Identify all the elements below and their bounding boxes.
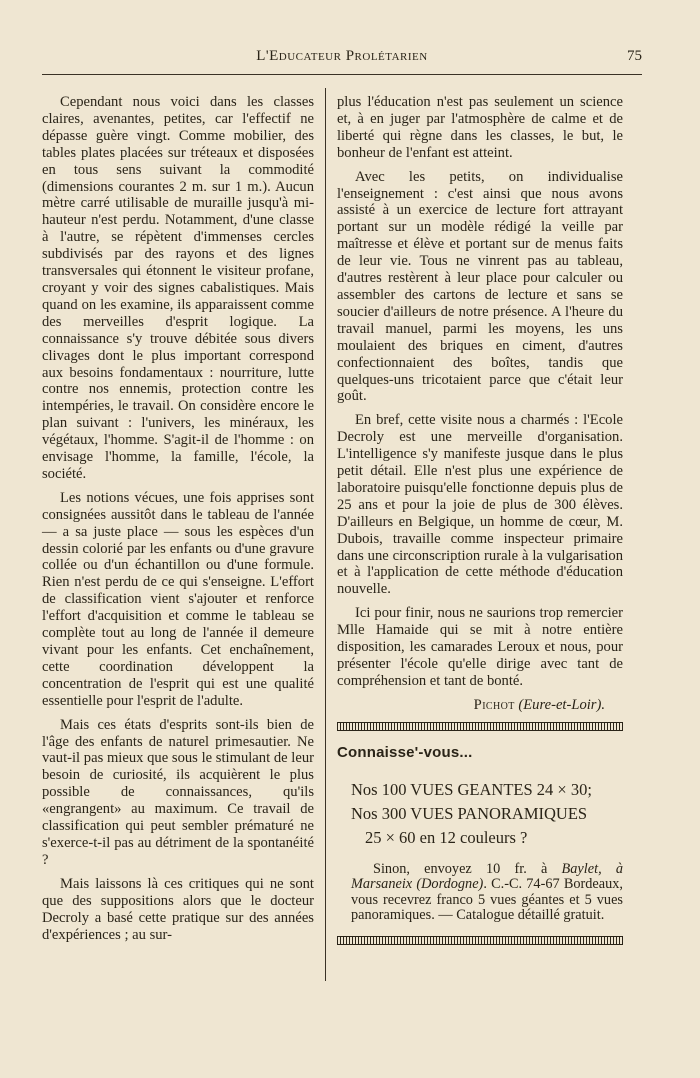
- advert-address: Baylet, à Marsaneix (Dordogne): [351, 860, 623, 893]
- journal-title: L'Educateur Prolétarien: [256, 48, 428, 64]
- advert-body: [337, 862, 623, 924]
- paragraph: Ici pour finir, nous ne saurions trop remercier Mlle Hamaide qui se mit à notre entière disposition, les camarades Leroux et nous, pour présenter l'école qu'elle dirige avec tant de compréhension et tant de bonté.: [337, 605, 623, 689]
- decorative-rule: [337, 936, 623, 945]
- author-place: (Eure-et-Loir).: [518, 696, 605, 713]
- signature: [337, 697, 623, 714]
- paragraph: Mais laissons là ces critiques qui ne sont que des suppositions alors que le docteur Decroly a basé cette pratique sur des années d'expériences ; au sur-: [42, 875, 314, 943]
- offer-line: 25 × 60 en 12 couleurs ?: [365, 827, 528, 847]
- paragraph: Mais ces états d'esprits sont-ils bien de l'âge des enfants de naturel primesautier. Ne vaut-il pas mieux que sous le stimulant de leur besoin de curiosité, ils acquièrent le plus possible de connaissances, qu'ils «engrangent» au maximum. Ce travail de classification qui peut sembler prématuré ne s'exerce-t-il pas au détriment de la spontanéité ?: [42, 716, 314, 868]
- offer-line: Nos 300 VUES PANORAMIQUES: [351, 803, 588, 823]
- offer-line: Nos 100 VUES GEANTES 24 × 30;: [351, 779, 592, 799]
- advert-offer: [337, 778, 623, 850]
- header-rule: [42, 74, 642, 75]
- decorative-rule: [337, 722, 623, 731]
- page-number: 75: [627, 48, 642, 64]
- running-header: [42, 48, 642, 70]
- right-column: [337, 94, 623, 945]
- left-column: [42, 94, 314, 943]
- paragraph: plus l'éducation n'est pas seulement un science et, à en juger par l'atmosphère de calme et de liberté qui règne dans les classes, le but, le bonheur de l'enfant est atteint.: [337, 94, 623, 161]
- paragraph: Les notions vécues, une fois apprises sont consignées aussitôt dans le tableau de l'année — a sa juste place — sous les espèces d'un dessin colorié par les enfants ou d'une gravure collée ou d'un échantillon ou d'une formule. Rien n'est perdu de ce qui s'enseigne. L'effort de classification vient s'ajouter et renforce l'effort d'acquisition et comme le tableau se complète tout au long de l'année il demeure vivant pour les enfants. Cet enchaînement, cette coordination développent la concentration de l'esprit qui est une qualité essentielle pour l'esprit de l'adulte.: [42, 489, 314, 709]
- paragraph: Avec les petits, on individualise l'enseignement : c'est ainsi que nous avons assisté à un exercice de lecture fort attrayant portant sur un modèle rédigé la veille par maîtresse et élève et portant sur de menus faits de leur vie. Tous ne vinrent pas au tableau, d'autres restèrent à leur place pour calculer ou assembler des cartons de lecture et sans se soucier d'ailleurs de notre présence. A l'heure du travail manuel, parmi les moyens, les uns moulaient des briques en ciment, d'autres confectionnaient des boîtes, tandis que quelques-uns tricotaient parce que c'était leur goût.: [337, 168, 623, 405]
- advert-body-text: Sinon, envoyez 10 fr. à: [373, 860, 562, 877]
- paragraph: En bref, cette visite nous a charmés : l'Ecole Decroly est une merveille d'organisation. L'intelligence s'y manifeste jusque dans le plus petit détail. Elle n'est plus une expérience de laboratoire puisqu'elle fonctionne depuis plus de 25 ans et pour la joie de plus de 300 élèves. D'ailleurs en Belgique, un homme de cœur, M. Dubois, travaille comme inspecteur primaire dans une circonscription rurale à la vulgarisation et à l'application de cette méthode d'éducation nouvelle.: [337, 412, 623, 598]
- advert-body-text: . C.-C. 74-67 Bordeaux, vous recevrez franco 5 vues géantes et 5 vues panoramiques. — Catalogue détaillé gratuit.: [351, 876, 623, 924]
- advert-heading: Connaisse'-vous...: [337, 743, 473, 761]
- paragraph: Cependant nous voici dans les classes claires, avenantes, petites, car l'effectif ne dépasse guère vingt. Comme mobilier, des tables plates placées sur tréteaux et disposées en tous sens suivant la commodité (dimensions courantes 2 m. sur 1 m.). Aucun mètre carré utilisable de muraille jusqu'à mi-hauteur n'est perdu. Notamment, d'une classe à l'autre, se répètent d'immenses cercles subdivisés par des rayons et des lignes transversales qui étonnent le visiteur profane, croyant y voir des signes cabalistiques. Mais quand on les examine, ils apparaissent comme des merveilles d'esprit logique. La connaissance s'y trouve débitée sous divers clivages dont le plus important correspond aux besoins fondamentaux : nourriture, lutte contre nos ennemis, protection contre les intempéries, le travail. On considère encore le plan suivant : l'univers, les minéraux, les végétaux, l'homme. S'agit-il de l'homme : on envisage l'homme, la famille, l'école, la société.: [42, 94, 314, 482]
- author-name: Pichot: [473, 696, 515, 713]
- column-divider: [325, 88, 326, 981]
